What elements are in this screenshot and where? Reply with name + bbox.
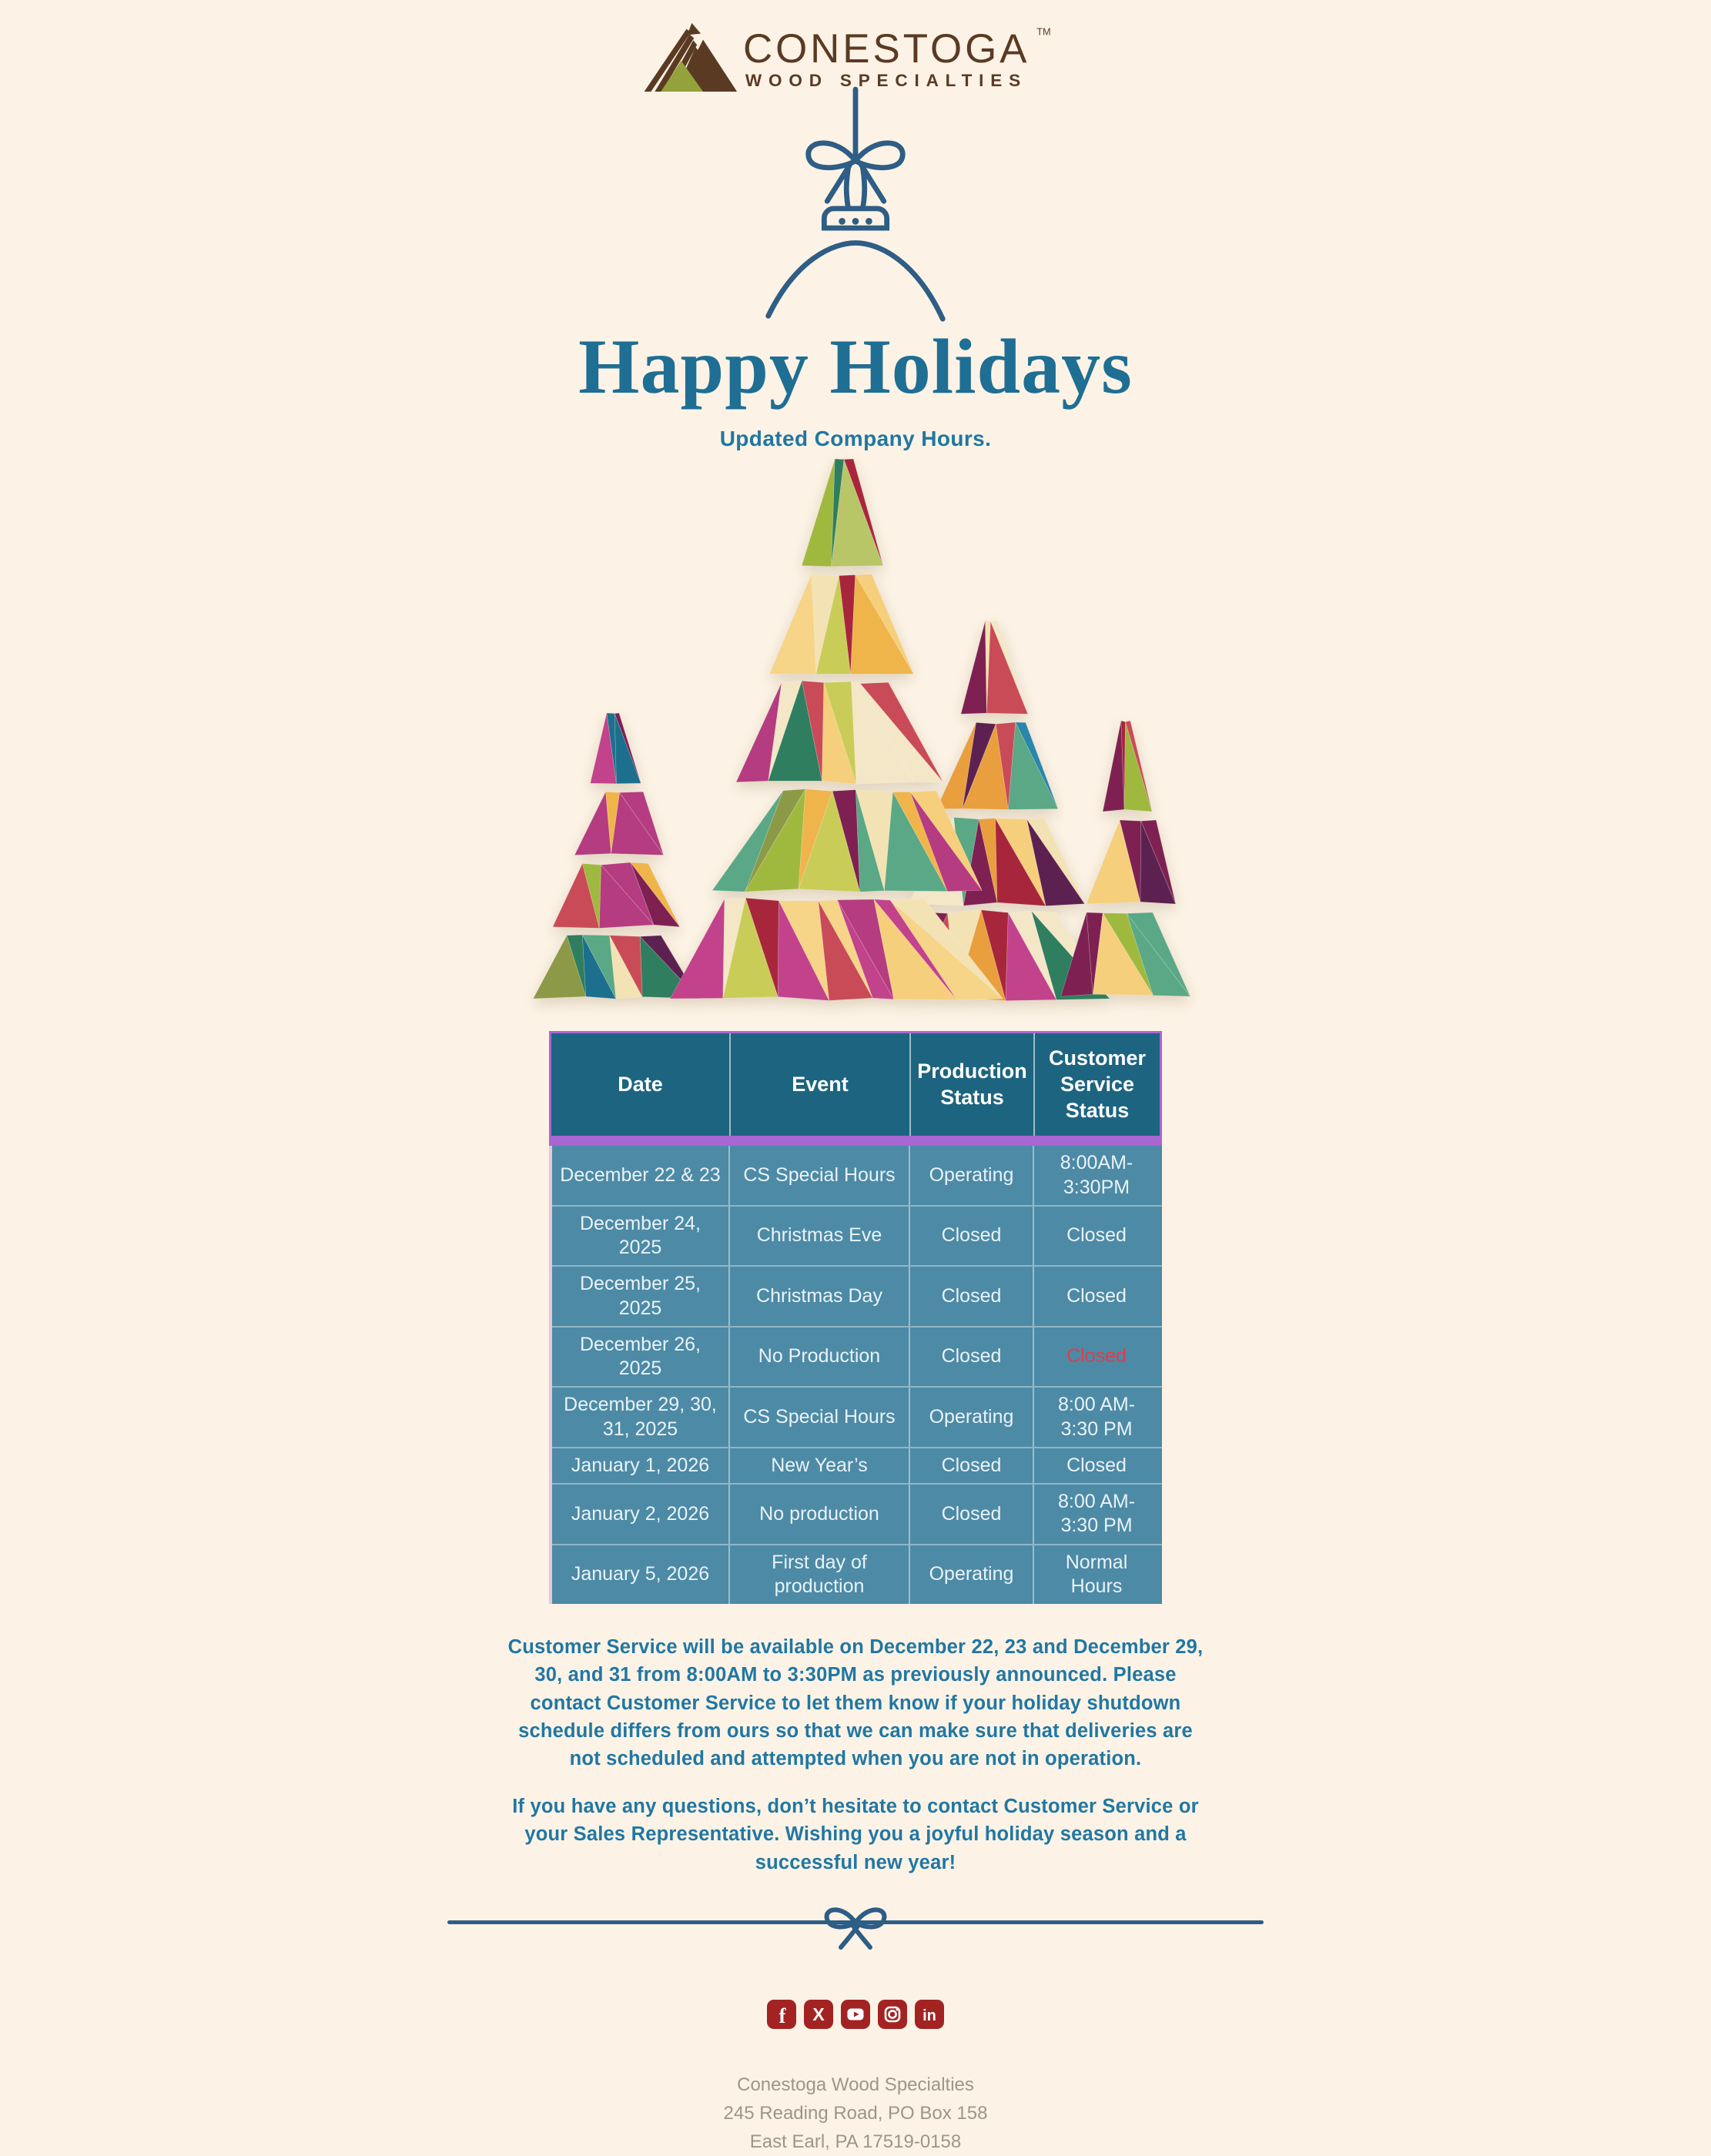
cell-event: CS Special Hours [728,1146,909,1205]
linkedin-icon[interactable] [915,2000,944,2029]
cell-date: January 1, 2026 [571,1454,710,1476]
table-row [552,1146,1162,1205]
cell-production: Closed [909,1485,1033,1544]
page-subtitle: Updated Company Hours. [719,427,992,451]
cell-cs: Normal Hours [1033,1545,1159,1605]
table-body [549,1146,1162,1604]
x-twitter-icon[interactable] [804,2000,833,2029]
logo [0,18,1711,94]
ornament [0,89,1711,324]
brand-name: CONESTOGA [742,25,1030,72]
cell-event: No production [728,1485,909,1544]
table-row [552,1544,1162,1605]
svg-text:X: X [812,2004,825,2024]
table-row [552,1447,1162,1483]
footer-address [0,2071,1711,2156]
column-header-date: Date [618,1072,663,1096]
cell-date: December 29, 30, 31, 2025 [564,1394,717,1440]
footer-street: 245 Reading Road, PO Box 158 [723,2102,988,2124]
svg-text:f: f [778,2004,786,2027]
cell-event: First day of production [728,1545,909,1605]
table-row [552,1386,1162,1447]
cell-cs: Closed [1033,1207,1159,1266]
cell-production: Operating [909,1146,1033,1205]
cell-date: January 5, 2026 [571,1563,710,1585]
bow-divider-icon [819,1897,892,1957]
svg-text:in: in [922,2007,936,2024]
cell-event: Christmas Eve [728,1207,909,1266]
brand-tagline: WOOD SPECIALTIES [745,71,1027,91]
mountain-logo-icon [645,23,738,92]
instagram-icon[interactable] [878,2000,907,2029]
holiday-schedule-table [549,1031,1162,1604]
social-links [0,2000,1711,2029]
trademark-symbol: TM [1036,25,1051,38]
footer-company: Conestoga Wood Specialties [737,2074,974,2095]
page-title: Happy Holidays [578,323,1133,410]
cell-production: Closed [909,1267,1033,1326]
table-row [552,1205,1162,1266]
cell-event: No Production [728,1327,909,1387]
cell-production: Operating [909,1388,1033,1447]
cell-cs: 8:00 AM-3:30 PM [1033,1485,1159,1544]
cell-production: Operating [909,1545,1033,1605]
table-row [552,1265,1162,1326]
cell-date: December 25, 2025 [579,1273,701,1319]
cell-date: December 22 & 23 [560,1163,721,1186]
conestoga-logo [640,18,1071,94]
purple-divider-stripe [549,1136,1162,1146]
cell-date: January 2, 2026 [571,1502,710,1525]
cell-cs: 8:00 AM-3:30 PM [1033,1388,1159,1447]
cell-date: December 26, 2025 [579,1333,701,1380]
cell-event: CS Special Hours [728,1388,909,1447]
cell-production: Closed [909,1207,1033,1266]
trees-illustration [0,457,1711,1000]
youtube-icon[interactable] [841,2000,870,2029]
table-header-row [549,1031,1162,1136]
trees-illustration-svg [540,457,1171,1000]
cs-availability-paragraph: Customer Service will be available on December 22, 23 and December 29, 30, and 31 from 8:00AM to 3:30PM as previously announced. Please contact Customer Service to let them know if your holiday shutdown schedule differs from ours so that we can make sure that deliveries are not scheduled and attempted when you are not in operation. [507,1636,1204,1769]
closing-paragraph: If you have any questions, don’t hesitate to contact Customer Service or your Sales Representative. Wishing you a joyful holiday season and a successful new year! [512,1796,1199,1873]
cell-production: Closed [909,1327,1033,1387]
column-header-event: Event [729,1033,909,1136]
cell-cs: 8:00AM-3:30PM [1033,1146,1159,1205]
table-row [552,1326,1162,1387]
cell-date: December 24, 2025 [579,1212,701,1259]
facebook-icon[interactable] [767,2000,796,2029]
footer-city: East Earl, PA 17519-0158 [749,2131,962,2153]
cell-event: New Year’s [728,1448,909,1483]
cell-production: Closed [909,1448,1033,1483]
ribbon-divider [447,1897,1264,1960]
cell-cs: Closed [1033,1448,1159,1483]
cell-cs-closed-red: Closed [1033,1327,1159,1387]
table-row [552,1483,1162,1544]
cell-event: Christmas Day [728,1267,909,1326]
cell-cs: Closed [1033,1267,1159,1326]
ornament-icon [759,89,952,324]
column-header-production-status: Production Status [909,1033,1033,1136]
column-header-cs-status: Customer Service Status [1033,1033,1160,1136]
